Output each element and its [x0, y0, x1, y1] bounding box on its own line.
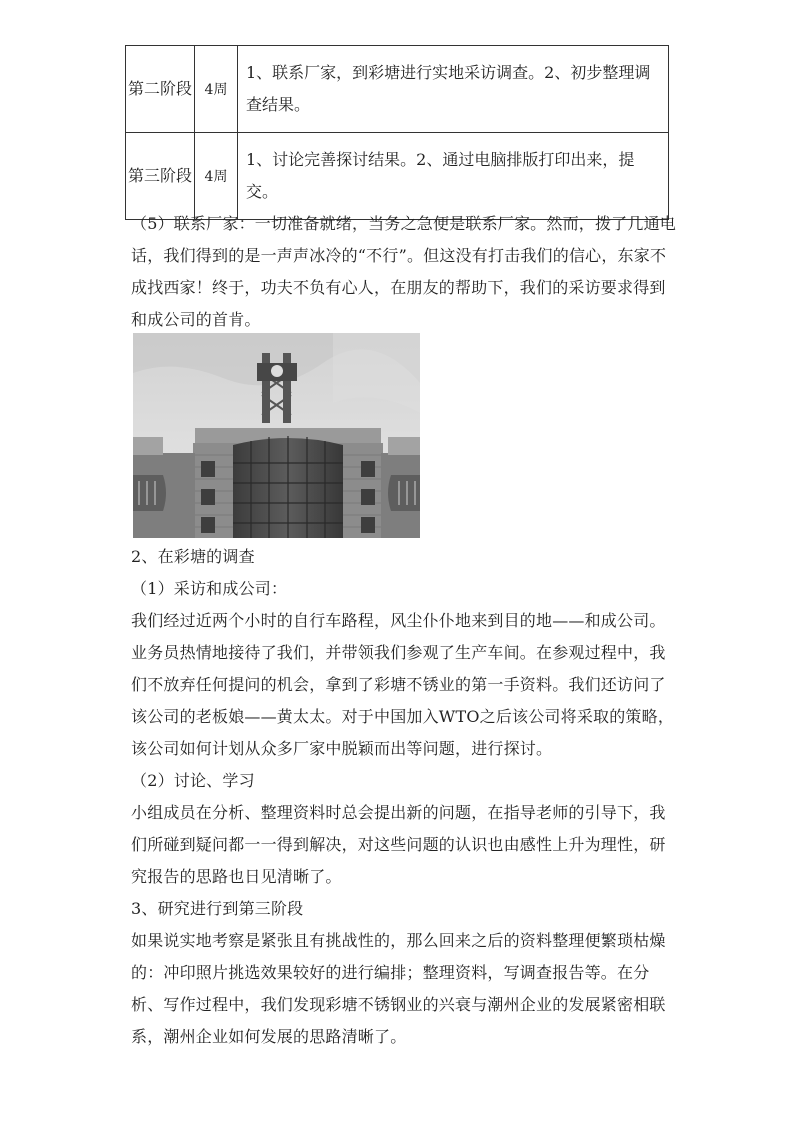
stage-cell: 第二阶段	[126, 46, 195, 133]
section-3-paragraph: 如果说实地考察是紧张且有挑战性的，那么回来之后的资料整理便繁琐枯燥的：冲印照片挑选效果较好的进行编排；整理资料，写调查报告等。在分析、写作过程中，我们发现彩塘不锈钢业的兴衰与潮州企业的发展紧密相联系，潮州企业如何发展的思路清晰了。	[131, 931, 666, 1046]
duration-cell: 4周	[195, 133, 238, 220]
table-row	[126, 46, 669, 133]
section-3-heading: 3、研究进行到第三阶段	[131, 899, 304, 918]
contact-paragraph: （5）联系厂家：一切准备就绪，当务之急便是联系厂家。然而，拨了几通电话，我们得到的是一声声冰冷的“不行”。但这没有打击我们的信心，东家不成找西家！终于，功夫不负有心人，在朋友的帮助下，我们的采访要求得到和成公司的首肯。	[131, 214, 676, 329]
company-building-photo	[133, 333, 420, 538]
section-2-sub1-paragraph: 我们经过近两个小时的自行车路程，风尘仆仆地来到目的地——和成公司。业务员热情地接待了我们，并带领我们参观了生产车间。在参观过程中，我们不放弃任何提问的机会，拿到了彩塘不锈业的第一手资料。我们还访问了该公司的老板娘——黄太太。对于中国加入WTO之后该公司将采取的策略，该公司如何计划从众多厂家中脱颖而出等问题，进行探讨。	[131, 611, 675, 758]
section-2-sub1-heading: （1）采访和成公司：	[131, 579, 288, 598]
section-2-sub2-paragraph: 小组成员在分析、整理资料时总会提出新的问题，在指导老师的引导下，我们所碰到疑问都一一得到解决，对这些问题的认识也由感性上升为理性，研究报告的思路也日见清晰了。	[131, 803, 666, 886]
stage-cell: 第三阶段	[126, 133, 195, 220]
table-row	[126, 133, 669, 220]
section-2-heading: 2、在彩塘的调查	[131, 547, 255, 566]
tasks-cell: 1、讨论完善探讨结果。2、通过电脑排版打印出来，提交。	[238, 133, 669, 220]
section-2-sub2-heading: （2）讨论、学习	[131, 771, 255, 790]
duration-cell: 4周	[195, 46, 238, 133]
tasks-cell: 1、联系厂家，到彩塘进行实地采访调查。2、初步整理调查结果。	[238, 46, 669, 133]
schedule-table	[125, 45, 669, 220]
